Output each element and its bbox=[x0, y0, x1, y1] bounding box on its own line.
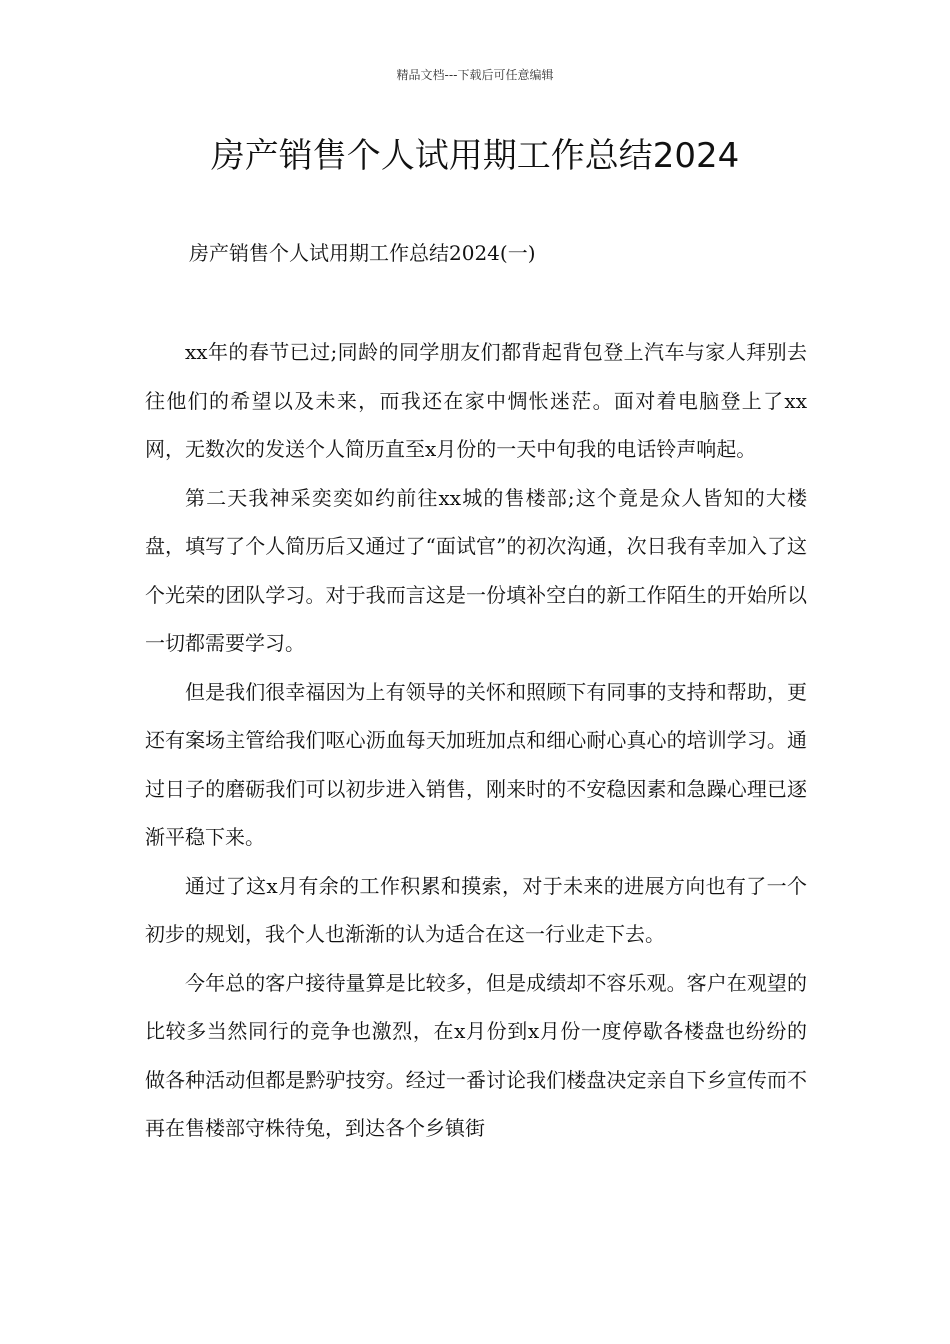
paragraph: xx年的春节已过;同龄的同学朋友们都背起背包登上汽车与家人拜别去往他们的希望以及未来，而我还在家中惆怅迷茫。面对着电脑登上了xx网，无数次的发送个人简历直至x月份的一天中旬我的电话铃声响起。 bbox=[145, 340, 807, 461]
paragraph: 但是我们很幸福因为上有领导的关怀和照顾下有同事的支持和帮助，更还有案场主管给我们呕心沥血每天加班加点和细心耐心真心的培训学习。通过日子的磨砺我们可以初步进入销售，刚来时的不安稳因素和急躁心理已逐渐平稳下来。 bbox=[145, 679, 807, 849]
paragraph: 第二天我神采奕奕如约前往xx城的售楼部;这个竟是众人皆知的大楼盘，填写了个人简历后又通过了“面试官”的初次沟通，次日我有幸加入了这个光荣的团队学习。对于我而言这是一份填补空白的新工作陌生的开始所以一切都需要学习。 bbox=[145, 485, 807, 655]
header-note: 精品文档---下载后可任意编辑 bbox=[396, 68, 554, 82]
body-text bbox=[145, 328, 807, 1153]
paragraph: 通过了这x月有余的工作积累和摸索，对于未来的进展方向也有了一个初步的规划，我个人也渐渐的认为适合在这一行业走下去。 bbox=[145, 873, 807, 946]
document-title: 房产销售个人试用期工作总结2024 bbox=[210, 136, 740, 176]
paragraph: 今年总的客户接待量算是比较多，但是成绩却不容乐观。客户在观望的比较多当然同行的竞争也激烈，在x月份到x月份一度停歇各楼盘也纷纷的做各种活动但都是黔驴技穷。经过一番讨论我们楼盘决定亲自下乡宣传而不再在售楼部守株待兔，到达各个乡镇街 bbox=[145, 970, 807, 1140]
section-subtitle: 房产销售个人试用期工作总结2024(一) bbox=[189, 241, 536, 265]
